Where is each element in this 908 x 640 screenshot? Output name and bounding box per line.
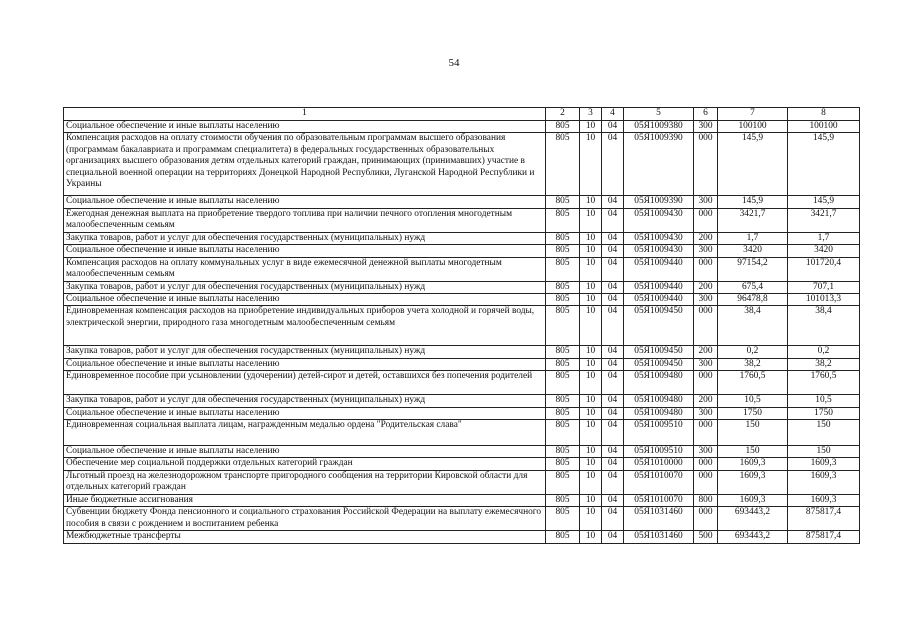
ved-code: 805 bbox=[546, 121, 580, 133]
row-name: Социальное обеспечение и иные выплаты населению bbox=[64, 358, 546, 370]
subsection-code: 04 bbox=[602, 507, 624, 531]
section-code: 10 bbox=[580, 306, 602, 346]
expense-type-code: 000 bbox=[694, 458, 718, 470]
table-row bbox=[64, 494, 860, 506]
table-row bbox=[64, 245, 860, 257]
target-article-code: 05Я1009390 bbox=[624, 133, 694, 196]
ved-code: 805 bbox=[546, 232, 580, 244]
ved-code: 805 bbox=[546, 196, 580, 208]
target-article-code: 05Я1009380 bbox=[624, 121, 694, 133]
target-article-code: 05Я1010070 bbox=[624, 470, 694, 494]
row-name: Социальное обеспечение и иные выплаты населению bbox=[64, 121, 546, 133]
row-name: Субвенции бюджету Фонда пенсионного и социального страхования Российской Федерации на выплату ежемесячного пособия в связи с рождением и воспитанием ребенка bbox=[64, 507, 546, 531]
target-article-code: 05Я1009450 bbox=[624, 358, 694, 370]
amount-year-1: 100100 bbox=[718, 121, 788, 133]
amount-year-1: 10,5 bbox=[718, 395, 788, 407]
target-article-code: 05Я1009430 bbox=[624, 245, 694, 257]
ved-code: 805 bbox=[546, 395, 580, 407]
amount-year-2: 150 bbox=[788, 446, 860, 458]
row-name: Закупка товаров, работ и услуг для обеспечения государственных (муниципальных) нужд bbox=[64, 232, 546, 244]
header-cell: 2 bbox=[546, 108, 580, 121]
table-row bbox=[64, 208, 860, 232]
ved-code: 805 bbox=[546, 245, 580, 257]
ved-code: 805 bbox=[546, 208, 580, 232]
target-article-code: 05Я1009450 bbox=[624, 306, 694, 346]
subsection-code: 04 bbox=[602, 281, 624, 293]
subsection-code: 04 bbox=[602, 420, 624, 446]
ved-code: 805 bbox=[546, 306, 580, 346]
section-code: 10 bbox=[580, 121, 602, 133]
expense-type-code: 000 bbox=[694, 470, 718, 494]
ved-code: 805 bbox=[546, 494, 580, 506]
ved-code: 805 bbox=[546, 470, 580, 494]
ved-code: 805 bbox=[546, 407, 580, 419]
amount-year-2: 1609,3 bbox=[788, 494, 860, 506]
header-cell: 3 bbox=[580, 108, 602, 121]
expense-type-code: 000 bbox=[694, 133, 718, 196]
row-name: Компенсация расходов на оплату стоимости обучения по образовательным программам высшего образования (программам бакалавриата и программам специалитета) в федеральных государственных образовательных организациях высшего образования детям отдельных категорий граждан, принимающих (принимавших) участие в специальной военной операции на территориях Донецкой Народной Республики, Луганской Народной Республики и Украины bbox=[64, 133, 546, 196]
section-code: 10 bbox=[580, 232, 602, 244]
table-row bbox=[64, 346, 860, 358]
ved-code: 805 bbox=[546, 133, 580, 196]
table-row bbox=[64, 371, 860, 395]
subsection-code: 04 bbox=[602, 232, 624, 244]
subsection-code: 04 bbox=[602, 133, 624, 196]
table-row bbox=[64, 446, 860, 458]
target-article-code: 05Я1009390 bbox=[624, 196, 694, 208]
ved-code: 805 bbox=[546, 257, 580, 281]
header-cell: 7 bbox=[718, 108, 788, 121]
amount-year-2: 1609,3 bbox=[788, 458, 860, 470]
table-row bbox=[64, 407, 860, 419]
subsection-code: 04 bbox=[602, 208, 624, 232]
amount-year-1: 96478,8 bbox=[718, 294, 788, 306]
amount-year-2: 1609,3 bbox=[788, 470, 860, 494]
amount-year-2: 3421,7 bbox=[788, 208, 860, 232]
target-article-code: 05Я1031460 bbox=[624, 531, 694, 543]
row-name: Закупка товаров, работ и услуг для обеспечения государственных (муниципальных) нужд bbox=[64, 395, 546, 407]
subsection-code: 04 bbox=[602, 346, 624, 358]
amount-year-2: 101013,3 bbox=[788, 294, 860, 306]
row-name: Социальное обеспечение и иные выплаты населению bbox=[64, 294, 546, 306]
ved-code: 805 bbox=[546, 531, 580, 543]
section-code: 10 bbox=[580, 371, 602, 395]
expense-type-code: 200 bbox=[694, 395, 718, 407]
amount-year-1: 150 bbox=[718, 446, 788, 458]
expense-type-code: 000 bbox=[694, 420, 718, 446]
amount-year-2: 1,7 bbox=[788, 232, 860, 244]
ved-code: 805 bbox=[546, 294, 580, 306]
subsection-code: 04 bbox=[602, 395, 624, 407]
section-code: 10 bbox=[580, 494, 602, 506]
row-name: Социальное обеспечение и иные выплаты населению bbox=[64, 245, 546, 257]
table-row bbox=[64, 257, 860, 281]
amount-year-1: 97154,2 bbox=[718, 257, 788, 281]
expense-type-code: 000 bbox=[694, 507, 718, 531]
section-code: 10 bbox=[580, 346, 602, 358]
amount-year-1: 38,2 bbox=[718, 358, 788, 370]
amount-year-1: 3420 bbox=[718, 245, 788, 257]
row-name: Льготный проезд на железнодорожном транспорте пригородного сообщения на территории Кировской области для отдельных категорий граждан bbox=[64, 470, 546, 494]
target-article-code: 05Я1009440 bbox=[624, 294, 694, 306]
table-row bbox=[64, 232, 860, 244]
amount-year-2: 1750 bbox=[788, 407, 860, 419]
expense-type-code: 300 bbox=[694, 446, 718, 458]
amount-year-2: 3420 bbox=[788, 245, 860, 257]
row-name: Единовременная социальная выплата лицам, награжденным медалью ордена "Родительская слава" bbox=[64, 420, 546, 446]
table-row bbox=[64, 358, 860, 370]
amount-year-1: 145,9 bbox=[718, 196, 788, 208]
ved-code: 805 bbox=[546, 358, 580, 370]
expense-type-code: 500 bbox=[694, 531, 718, 543]
expense-type-code: 200 bbox=[694, 346, 718, 358]
section-code: 10 bbox=[580, 281, 602, 293]
subsection-code: 04 bbox=[602, 531, 624, 543]
table-row bbox=[64, 507, 860, 531]
target-article-code: 05Я1010000 bbox=[624, 458, 694, 470]
subsection-code: 04 bbox=[602, 358, 624, 370]
section-code: 10 bbox=[580, 458, 602, 470]
amount-year-2: 145,9 bbox=[788, 133, 860, 196]
amount-year-1: 38,4 bbox=[718, 306, 788, 346]
row-name: Единовременное пособие при усыновлении (удочерении) детей-сирот и детей, оставшихся без попечения родителей bbox=[64, 371, 546, 395]
target-article-code: 05Я1009440 bbox=[624, 281, 694, 293]
table-row bbox=[64, 420, 860, 446]
expense-type-code: 000 bbox=[694, 257, 718, 281]
target-article-code: 05Я1009510 bbox=[624, 420, 694, 446]
ved-code: 805 bbox=[546, 281, 580, 293]
amount-year-2: 875817,4 bbox=[788, 531, 860, 543]
amount-year-1: 1609,3 bbox=[718, 494, 788, 506]
row-name: Компенсация расходов на оплату коммунальных услуг в виде ежемесячной денежной выплаты многодетным малообеспеченным семьям bbox=[64, 257, 546, 281]
amount-year-2: 145,9 bbox=[788, 196, 860, 208]
section-code: 10 bbox=[580, 257, 602, 281]
amount-year-1: 1750 bbox=[718, 407, 788, 419]
subsection-code: 04 bbox=[602, 306, 624, 346]
amount-year-2: 10,5 bbox=[788, 395, 860, 407]
section-code: 10 bbox=[580, 294, 602, 306]
section-code: 10 bbox=[580, 395, 602, 407]
expense-type-code: 000 bbox=[694, 371, 718, 395]
table-header-row bbox=[64, 108, 860, 121]
target-article-code: 05Я1031460 bbox=[624, 507, 694, 531]
section-code: 10 bbox=[580, 245, 602, 257]
amount-year-2: 100100 bbox=[788, 121, 860, 133]
header-cell: 8 bbox=[788, 108, 860, 121]
subsection-code: 04 bbox=[602, 470, 624, 494]
table-row bbox=[64, 306, 860, 346]
target-article-code: 05Я1009480 bbox=[624, 395, 694, 407]
row-name: Иные бюджетные ассигнования bbox=[64, 494, 546, 506]
expense-type-code: 300 bbox=[694, 245, 718, 257]
target-article-code: 05Я1009480 bbox=[624, 407, 694, 419]
subsection-code: 04 bbox=[602, 446, 624, 458]
amount-year-1: 3421,7 bbox=[718, 208, 788, 232]
table-row bbox=[64, 121, 860, 133]
target-article-code: 05Я1009430 bbox=[624, 208, 694, 232]
target-article-code: 05Я1009430 bbox=[624, 232, 694, 244]
amount-year-1: 1,7 bbox=[718, 232, 788, 244]
ved-code: 805 bbox=[546, 446, 580, 458]
subsection-code: 04 bbox=[602, 371, 624, 395]
subsection-code: 04 bbox=[602, 458, 624, 470]
ved-code: 805 bbox=[546, 420, 580, 446]
amount-year-1: 693443,2 bbox=[718, 507, 788, 531]
amount-year-1: 1609,3 bbox=[718, 470, 788, 494]
table-row bbox=[64, 133, 860, 196]
expense-type-code: 200 bbox=[694, 281, 718, 293]
header-cell: 6 bbox=[694, 108, 718, 121]
subsection-code: 04 bbox=[602, 257, 624, 281]
table-row bbox=[64, 395, 860, 407]
row-name: Обеспечение мер социальной поддержки отдельных категорий граждан bbox=[64, 458, 546, 470]
expense-type-code: 200 bbox=[694, 232, 718, 244]
section-code: 10 bbox=[580, 196, 602, 208]
row-name: Единовременная компенсация расходов на приобретение индивидуальных приборов учета холодной и горячей воды, электрической энергии, природного газа многодетным малообеспеченным семьям bbox=[64, 306, 546, 346]
section-code: 10 bbox=[580, 133, 602, 196]
section-code: 10 bbox=[580, 446, 602, 458]
table-row bbox=[64, 294, 860, 306]
subsection-code: 04 bbox=[602, 294, 624, 306]
expense-type-code: 300 bbox=[694, 294, 718, 306]
amount-year-1: 1609,3 bbox=[718, 458, 788, 470]
amount-year-1: 1760,5 bbox=[718, 371, 788, 395]
target-article-code: 05Я1010070 bbox=[624, 494, 694, 506]
table-row bbox=[64, 196, 860, 208]
target-article-code: 05Я1009480 bbox=[624, 371, 694, 395]
amount-year-2: 38,2 bbox=[788, 358, 860, 370]
target-article-code: 05Я1009440 bbox=[624, 257, 694, 281]
amount-year-2: 101720,4 bbox=[788, 257, 860, 281]
amount-year-2: 875817,4 bbox=[788, 507, 860, 531]
page-number: 54 bbox=[448, 57, 460, 69]
amount-year-2: 707,1 bbox=[788, 281, 860, 293]
header-cell: 5 bbox=[624, 108, 694, 121]
subsection-code: 04 bbox=[602, 196, 624, 208]
row-name: Социальное обеспечение и иные выплаты населению bbox=[64, 196, 546, 208]
section-code: 10 bbox=[580, 470, 602, 494]
expense-type-code: 300 bbox=[694, 196, 718, 208]
table-row bbox=[64, 281, 860, 293]
subsection-code: 04 bbox=[602, 245, 624, 257]
row-name: Социальное обеспечение и иные выплаты населению bbox=[64, 446, 546, 458]
subsection-code: 04 bbox=[602, 121, 624, 133]
amount-year-1: 693443,2 bbox=[718, 531, 788, 543]
section-code: 10 bbox=[580, 507, 602, 531]
section-code: 10 bbox=[580, 208, 602, 232]
row-name: Ежегодная денежная выплата на приобретение твердого топлива при наличии печного отопления многодетным малообеспеченным семьям bbox=[64, 208, 546, 232]
ved-code: 805 bbox=[546, 507, 580, 531]
ved-code: 805 bbox=[546, 458, 580, 470]
section-code: 10 bbox=[580, 531, 602, 543]
header-cell: 4 bbox=[602, 108, 624, 121]
header-cell: 1 bbox=[64, 108, 546, 121]
row-name: Межбюджетные трансферты bbox=[64, 531, 546, 543]
section-code: 10 bbox=[580, 420, 602, 446]
row-name: Закупка товаров, работ и услуг для обеспечения государственных (муниципальных) нужд bbox=[64, 346, 546, 358]
row-name: Социальное обеспечение и иные выплаты населению bbox=[64, 407, 546, 419]
budget-table bbox=[63, 107, 860, 544]
section-code: 10 bbox=[580, 407, 602, 419]
expense-type-code: 300 bbox=[694, 407, 718, 419]
expense-type-code: 000 bbox=[694, 208, 718, 232]
target-article-code: 05Я1009450 bbox=[624, 346, 694, 358]
table-row bbox=[64, 458, 860, 470]
amount-year-1: 150 bbox=[718, 420, 788, 446]
expense-type-code: 800 bbox=[694, 494, 718, 506]
amount-year-2: 150 bbox=[788, 420, 860, 446]
ved-code: 805 bbox=[546, 346, 580, 358]
expense-type-code: 300 bbox=[694, 121, 718, 133]
expense-type-code: 000 bbox=[694, 306, 718, 346]
table-row bbox=[64, 531, 860, 543]
amount-year-2: 1760,5 bbox=[788, 371, 860, 395]
table-row bbox=[64, 470, 860, 494]
subsection-code: 04 bbox=[602, 494, 624, 506]
amount-year-1: 145,9 bbox=[718, 133, 788, 196]
amount-year-1: 675,4 bbox=[718, 281, 788, 293]
target-article-code: 05Я1009510 bbox=[624, 446, 694, 458]
row-name: Закупка товаров, работ и услуг для обеспечения государственных (муниципальных) нужд bbox=[64, 281, 546, 293]
subsection-code: 04 bbox=[602, 407, 624, 419]
expense-type-code: 300 bbox=[694, 358, 718, 370]
section-code: 10 bbox=[580, 358, 602, 370]
amount-year-1: 0,2 bbox=[718, 346, 788, 358]
amount-year-2: 38,4 bbox=[788, 306, 860, 346]
amount-year-2: 0,2 bbox=[788, 346, 860, 358]
ved-code: 805 bbox=[546, 371, 580, 395]
